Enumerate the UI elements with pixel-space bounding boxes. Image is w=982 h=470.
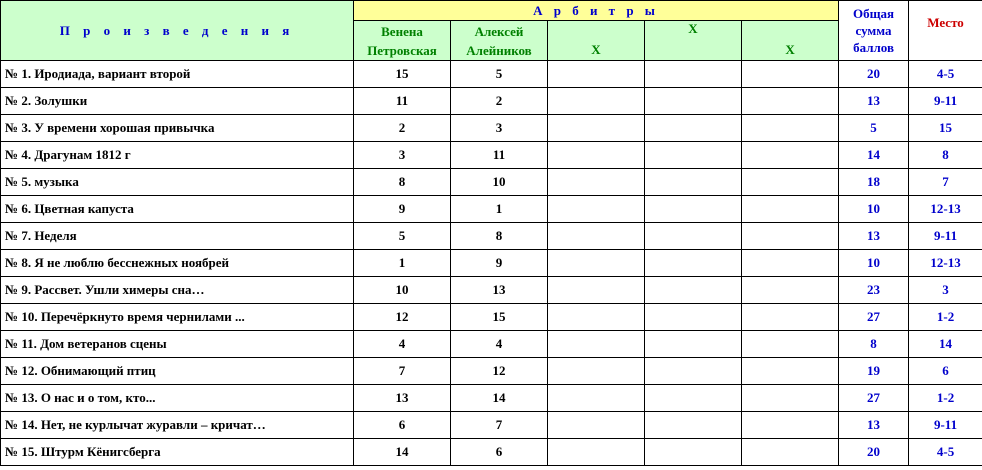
empty-score <box>548 169 645 196</box>
judge-2-score: 13 <box>451 277 548 304</box>
place-cell: 6 <box>909 358 982 385</box>
empty-score <box>645 331 742 358</box>
judge-2-score: 7 <box>451 412 548 439</box>
empty-score <box>742 169 839 196</box>
empty-score <box>548 358 645 385</box>
work-name-cell: № 8. Я не люблю бесснежных ноябрей <box>1 250 354 277</box>
empty-score <box>645 169 742 196</box>
empty-score <box>645 439 742 466</box>
table-row <box>1 250 982 277</box>
total-score: 13 <box>839 223 909 250</box>
work-name-cell: № 13. О нас и о том, кто... <box>1 385 354 412</box>
empty-score <box>742 331 839 358</box>
judge-2-score: 12 <box>451 358 548 385</box>
judge-1-score: 9 <box>354 196 451 223</box>
table-row <box>1 385 982 412</box>
empty-score <box>548 196 645 223</box>
table-row <box>1 115 982 142</box>
judge-1-score: 15 <box>354 61 451 88</box>
empty-score <box>548 331 645 358</box>
judge-first-name: Венена <box>381 23 423 39</box>
judge-x-header: Х <box>548 21 645 61</box>
empty-score <box>548 439 645 466</box>
work-name-cell: № 1. Иродиада, вариант второй <box>1 61 354 88</box>
table-row <box>1 88 982 115</box>
place-cell: 9-11 <box>909 223 982 250</box>
table-row <box>1 304 982 331</box>
judge-2-score: 5 <box>451 61 548 88</box>
empty-score <box>742 196 839 223</box>
judge-1-score: 8 <box>354 169 451 196</box>
empty-score <box>548 250 645 277</box>
empty-score <box>548 88 645 115</box>
place-cell: 9-11 <box>909 88 982 115</box>
table-row <box>1 169 982 196</box>
table-row <box>1 196 982 223</box>
empty-score <box>645 115 742 142</box>
table-row <box>1 358 982 385</box>
table-row <box>1 223 982 250</box>
judge-1-score: 14 <box>354 439 451 466</box>
work-name-cell: № 14. Нет, не курлычат журавли – кричат… <box>1 412 354 439</box>
empty-score <box>742 385 839 412</box>
place-cell: 14 <box>909 331 982 358</box>
empty-score <box>645 223 742 250</box>
empty-score <box>548 61 645 88</box>
total-score: 13 <box>839 88 909 115</box>
place-cell: 4-5 <box>909 439 982 466</box>
total-score: 27 <box>839 304 909 331</box>
table-row <box>1 412 982 439</box>
judge-2-score: 8 <box>451 223 548 250</box>
judge-1-score: 7 <box>354 358 451 385</box>
table-row <box>1 331 982 358</box>
empty-score <box>645 385 742 412</box>
empty-score <box>742 358 839 385</box>
empty-score <box>645 250 742 277</box>
table-row <box>1 61 982 88</box>
judge-1-score: 13 <box>354 385 451 412</box>
empty-score <box>742 439 839 466</box>
table-row <box>1 277 982 304</box>
total-score: 18 <box>839 169 909 196</box>
place-header: Место <box>909 1 982 61</box>
work-name-cell: № 6. Цветная капуста <box>1 196 354 223</box>
judge-2-header <box>451 21 548 61</box>
work-name-cell: № 4. Драгунам 1812 г <box>1 142 354 169</box>
place-cell: 3 <box>909 277 982 304</box>
empty-score <box>742 88 839 115</box>
judge-last-name: Алейников <box>466 42 532 58</box>
work-name-cell: № 9. Рассвет. Ушли химеры сна… <box>1 277 354 304</box>
judge-1-header <box>354 21 451 61</box>
total-score: 23 <box>839 277 909 304</box>
total-score: 19 <box>839 358 909 385</box>
place-cell: 12-13 <box>909 250 982 277</box>
judge-2-score: 10 <box>451 169 548 196</box>
total-score: 10 <box>839 196 909 223</box>
empty-score <box>548 142 645 169</box>
works-header: П р о и з в е д е н и я <box>1 1 354 61</box>
empty-score <box>645 61 742 88</box>
place-cell: 4-5 <box>909 61 982 88</box>
empty-score <box>645 88 742 115</box>
total-score: 20 <box>839 439 909 466</box>
judge-1-score: 6 <box>354 412 451 439</box>
table-row <box>1 439 982 466</box>
empty-score <box>742 61 839 88</box>
empty-score <box>548 115 645 142</box>
empty-score <box>645 277 742 304</box>
judge-2-score: 4 <box>451 331 548 358</box>
empty-score <box>645 142 742 169</box>
work-name-cell: № 12. Обнимающий птиц <box>1 358 354 385</box>
judge-x-header: Х <box>645 21 742 61</box>
empty-score <box>742 412 839 439</box>
empty-score <box>645 358 742 385</box>
judge-2-score: 15 <box>451 304 548 331</box>
judge-last-name: Петровская <box>367 42 437 58</box>
judge-2-score: 1 <box>451 196 548 223</box>
total-score: 8 <box>839 331 909 358</box>
judge-2-score: 3 <box>451 115 548 142</box>
work-name-cell: № 15. Штурм Кёнигсберга <box>1 439 354 466</box>
empty-score <box>548 277 645 304</box>
empty-score <box>742 142 839 169</box>
empty-score <box>742 304 839 331</box>
judge-1-score: 3 <box>354 142 451 169</box>
empty-score <box>742 223 839 250</box>
place-cell: 1-2 <box>909 304 982 331</box>
empty-score <box>548 412 645 439</box>
judge-2-score: 9 <box>451 250 548 277</box>
judge-1-score: 1 <box>354 250 451 277</box>
total-header-line: Общая <box>852 6 895 21</box>
judge-1-score: 5 <box>354 223 451 250</box>
work-name-cell: № 10. Перечёркнуто время чернилами ... <box>1 304 354 331</box>
judge-first-name: Алексей <box>474 23 524 39</box>
total-score: 5 <box>839 115 909 142</box>
empty-score <box>548 385 645 412</box>
work-name-cell: № 7. Неделя <box>1 223 354 250</box>
empty-score <box>742 277 839 304</box>
work-name-cell: № 3. У времени хорошая привычка <box>1 115 354 142</box>
empty-score <box>645 196 742 223</box>
total-score: 20 <box>839 61 909 88</box>
judge-1-score: 2 <box>354 115 451 142</box>
empty-score <box>645 412 742 439</box>
place-cell: 15 <box>909 115 982 142</box>
judge-1-score: 10 <box>354 277 451 304</box>
empty-score <box>548 304 645 331</box>
judge-2-score: 14 <box>451 385 548 412</box>
place-cell: 12-13 <box>909 196 982 223</box>
total-header-line: сумма <box>855 23 892 38</box>
judge-x-header: Х <box>742 21 839 61</box>
place-cell: 7 <box>909 169 982 196</box>
empty-score <box>742 250 839 277</box>
total-score: 10 <box>839 250 909 277</box>
total-score-header <box>839 1 909 61</box>
empty-score <box>645 304 742 331</box>
work-name-cell: № 5. музыка <box>1 169 354 196</box>
work-name-cell: № 2. Золушки <box>1 88 354 115</box>
judge-2-score: 11 <box>451 142 548 169</box>
total-score: 13 <box>839 412 909 439</box>
judge-2-score: 2 <box>451 88 548 115</box>
judge-1-score: 11 <box>354 88 451 115</box>
empty-score <box>548 223 645 250</box>
total-header-line: баллов <box>853 40 894 55</box>
place-cell: 1-2 <box>909 385 982 412</box>
empty-score <box>742 115 839 142</box>
judge-1-score: 12 <box>354 304 451 331</box>
table-row <box>1 142 982 169</box>
total-score: 27 <box>839 385 909 412</box>
judge-1-score: 4 <box>354 331 451 358</box>
work-name-cell: № 11. Дом ветеранов сцены <box>1 331 354 358</box>
total-score: 14 <box>839 142 909 169</box>
place-cell: 8 <box>909 142 982 169</box>
arbiters-header: А р б и т р ы <box>354 1 839 21</box>
judge-2-score: 6 <box>451 439 548 466</box>
place-cell: 9-11 <box>909 412 982 439</box>
